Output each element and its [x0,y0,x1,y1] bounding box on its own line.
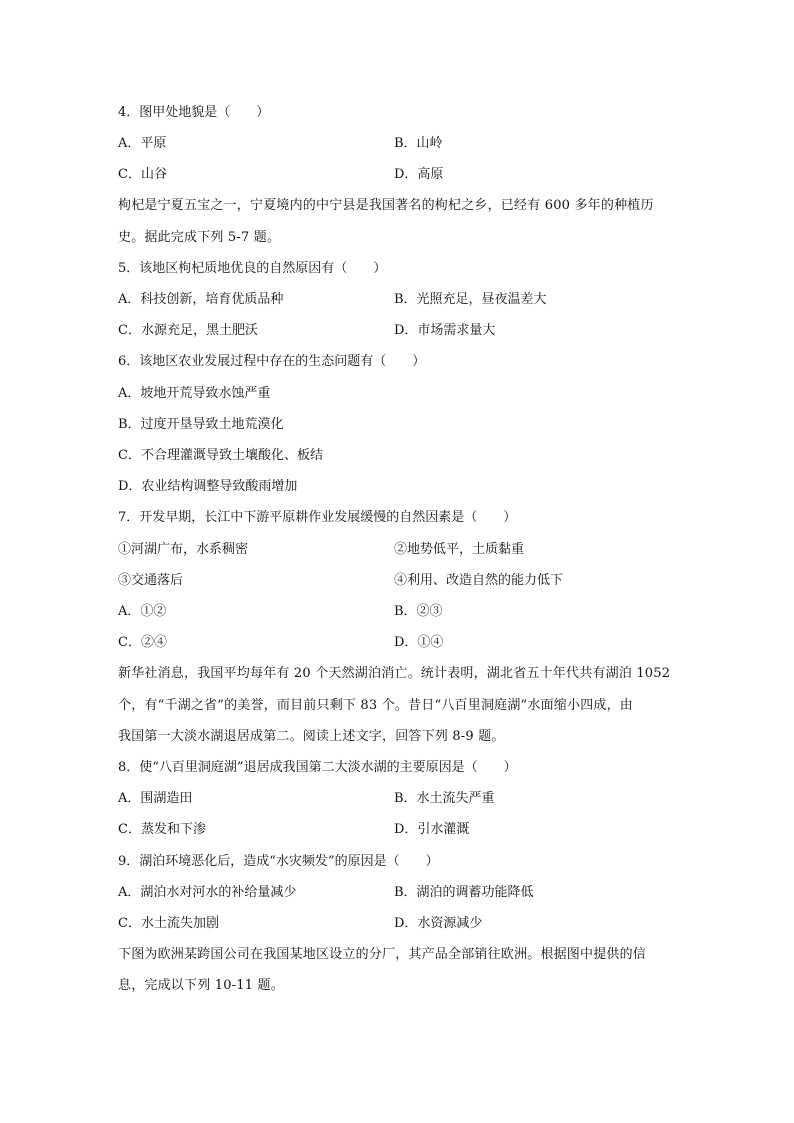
q6-option-c: C．不合理灌溉导致土壤酸化、板结 [118,448,323,463]
q5-option-d: D．市场需求量大 [394,323,496,338]
q8-option-d: D．引水灌溉 [394,822,470,837]
intro-8-9-line-1: 新华社消息，我国平均每年有 20 个天然湖泊消亡。统计表明，湖北省五十年代共有湖泊 1052 [118,666,671,681]
q7-option-c: C．②④ [118,635,167,650]
q6-option-d: D．农业结构调整导致酸雨增加 [118,479,298,494]
intro-8-9-line-3: 我国第一大淡水湖退居成第二。阅读上述文字，回答下列 8-9 题。 [118,729,505,744]
q7-option-b: B．②③ [394,604,443,619]
q7-item-3: ③交通落后 [118,573,184,588]
q5-option-a: A．科技创新，培育优质品种 [118,292,284,307]
q6-option-b: B．过度开垦导致土地荒漠化 [118,417,284,432]
q9-option-a: A．湖泊水对河水的补给量减少 [118,885,297,900]
q7-option-d: D．①④ [394,635,444,650]
q5-option-b: B．光照充足，昼夜温差大 [394,292,547,307]
intro-5-7-line-1: 枸杞是宁夏五宝之一，宁夏境内的中宁县是我国著名的枸杞之乡，已经有 600 多年的种植历 [118,198,654,213]
q4-option-a: A．平原 [118,136,167,151]
q9-option-b: B．湖泊的调蓄功能降低 [394,885,534,900]
intro-10-11-line-2: 息，完成以下列 10-11 题。 [118,978,284,993]
q4-stem: 4．图甲处地貌是（ ） [118,105,270,120]
intro-10-11-line-1: 下图为欧洲某跨国公司在我国某地区设立的分厂，其产品全部销往欧洲。根据图中提供的信 [118,947,647,962]
q5-stem: 5．该地区枸杞质地优良的自然原因有（ ） [118,261,387,276]
q9-stem: 9．湖泊环境恶化后，造成“水灾频发”的原因是（ ） [118,854,439,869]
intro-8-9-line-2: 个，有“千湖之省”的美誉，而目前只剩下 83 个。昔日“八百里洞庭湖”水面缩小四成，由 [118,698,633,713]
q8-stem: 8．使“八百里洞庭湖”退居成我国第二大淡水湖的主要原因是（ ） [118,760,517,775]
q7-item-1: ①河湖广布，水系稠密 [118,542,249,557]
q7-option-a: A．①② [118,604,167,619]
q6-option-a: A．坡地开荒导致水蚀严重 [118,386,271,401]
q5-option-c: C．水源充足，黑土肥沃 [118,323,258,338]
q4-option-c: C．山谷 [118,167,167,182]
q8-option-c: C．蒸发和下渗 [118,822,206,837]
intro-5-7-line-2: 史。据此完成下列 5-7 题。 [118,230,281,245]
q8-option-a: A．围湖造田 [118,791,193,806]
q7-stem: 7．开发早期，长江中下游平原耕作业发展缓慢的自然因素是（ ） [118,510,517,525]
q6-stem: 6．该地区农业发展过程中存在的生态问题有（ ） [118,354,426,369]
q7-item-2: ②地势低平，土质黏重 [394,542,525,557]
q9-option-d: D．水资源减少 [394,916,483,931]
q8-option-b: B．水土流失严重 [394,791,495,806]
q4-option-b: B．山岭 [394,136,443,151]
q7-item-4: ④利用、改造自然的能力低下 [394,573,564,588]
q4-option-d: D．高原 [394,167,444,182]
q9-option-c: C．水土流失加剧 [118,916,219,931]
